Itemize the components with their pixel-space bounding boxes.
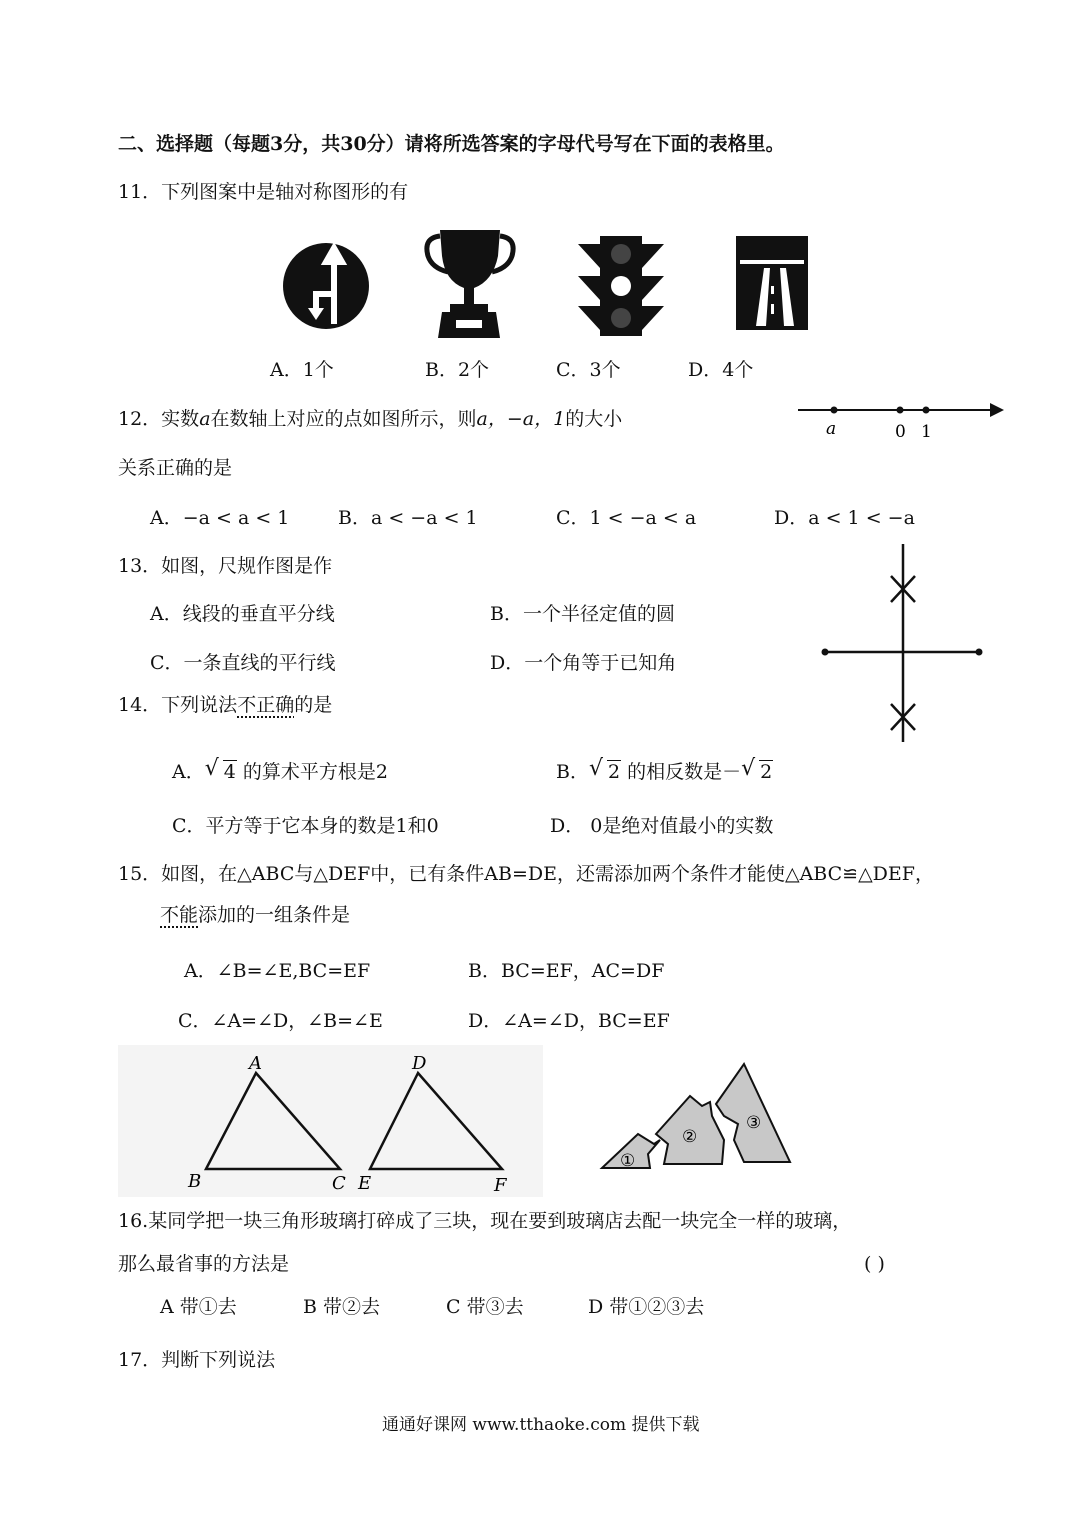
q16-option-c[interactable]: C 带③去 bbox=[446, 1296, 524, 1318]
section-title: 二、选择题（每题3分，共30分）请将所选答案的字母代号写在下面的表格里。 bbox=[118, 133, 785, 155]
q15-option-b[interactable]: B．BC=EF，AC=DF bbox=[468, 960, 665, 982]
piece-3-label: ③ bbox=[746, 1113, 762, 1133]
q14-option-a[interactable]: A．√ 4 的算术平方根是2 bbox=[172, 760, 388, 784]
label-E: E bbox=[358, 1173, 372, 1194]
label-B: B bbox=[188, 1171, 202, 1192]
q11-option-c[interactable]: C．3个 bbox=[556, 359, 621, 381]
q14-option-d[interactable]: D． 0是绝对值最小的实数 bbox=[550, 815, 774, 837]
q12-option-d[interactable]: D．a < 1 < −a bbox=[774, 507, 915, 529]
axis-label-1: 1 bbox=[921, 422, 932, 442]
q14-option-c[interactable]: C．平方等于它本身的数是1和0 bbox=[172, 815, 439, 837]
q15-emphasis: 不能 bbox=[160, 904, 199, 926]
q13-option-d[interactable]: D．一个角等于已知角 bbox=[490, 652, 677, 674]
q13-stem: 13．如图，尺规作图是作 bbox=[118, 555, 333, 577]
q15-stem: 15．如图，在△ABC与△DEF中，已有条件AB=DE，还需添加两个条件才能使△ABC≌△DEF， bbox=[118, 863, 934, 885]
q13-option-c[interactable]: C．一条直线的平行线 bbox=[150, 652, 336, 674]
axis-label-0: 0 bbox=[895, 422, 906, 442]
q12-option-c[interactable]: C．1 < −a < a bbox=[556, 507, 697, 529]
trophy-icon bbox=[427, 230, 513, 338]
turn-sign-icon bbox=[283, 243, 369, 329]
traffic-light-icon bbox=[578, 236, 664, 336]
q15-option-a[interactable]: A．∠B=∠E,BC=EF bbox=[184, 960, 371, 982]
q13-option-a[interactable]: A．线段的垂直平分线 bbox=[150, 603, 335, 625]
label-C: C bbox=[332, 1173, 346, 1194]
q16-stem: 16.某同学把一块三角形玻璃打碎成了三块，现在要到玻璃店去配一块完全一样的玻璃， bbox=[118, 1210, 852, 1232]
answer-blank[interactable]: ( ) bbox=[864, 1253, 885, 1275]
glass-pieces-figure bbox=[598, 1060, 798, 1175]
piece-2-label: ② bbox=[682, 1127, 698, 1147]
highway-sign-icon bbox=[736, 236, 808, 330]
q14-stem: 14．下列说法不正确的是 bbox=[118, 694, 333, 716]
q16-stem-line2: 那么最省事的方法是 bbox=[118, 1253, 290, 1275]
number-line bbox=[796, 396, 1008, 442]
q15-stem-line2: 不能添加的一组条件是 bbox=[160, 904, 351, 926]
triangles-figure bbox=[118, 1045, 543, 1197]
axis-label-a: a bbox=[826, 419, 837, 439]
q14-emphasis: 不正确 bbox=[237, 694, 295, 716]
q16-option-a[interactable]: A 带①去 bbox=[160, 1296, 237, 1318]
q11-option-b[interactable]: B．2个 bbox=[425, 359, 490, 381]
q15-option-c[interactable]: C．∠A=∠D，∠B=∠E bbox=[178, 1010, 383, 1032]
q15-option-d[interactable]: D．∠A=∠D，BC=EF bbox=[468, 1010, 670, 1032]
q11-option-d[interactable]: D．4个 bbox=[688, 359, 754, 381]
piece-1-label: ① bbox=[620, 1151, 636, 1171]
q12-option-a[interactable]: A．−a < a < 1 bbox=[150, 507, 290, 529]
q12-stem-line2: 关系正确的是 bbox=[118, 457, 233, 479]
q16-option-b[interactable]: B 带②去 bbox=[303, 1296, 381, 1318]
q11-stem: 11．下列图案中是轴对称图形的有 bbox=[118, 181, 409, 203]
q12-option-b[interactable]: B．a < −a < 1 bbox=[338, 507, 478, 529]
label-F: F bbox=[494, 1175, 507, 1196]
q12-stem: 12．实数a在数轴上对应的点如图所示，则a，−a，1的大小 bbox=[118, 408, 623, 430]
q13-option-b[interactable]: B．一个半径定值的圆 bbox=[490, 603, 675, 625]
q11-option-a[interactable]: A．1个 bbox=[270, 359, 334, 381]
q11-figures bbox=[278, 226, 818, 341]
footer: 通通好课网 www.tthaoke.com 提供下载 bbox=[382, 1415, 700, 1435]
label-D: D bbox=[412, 1053, 427, 1074]
label-A: A bbox=[249, 1053, 262, 1074]
construction-figure bbox=[815, 540, 995, 745]
q14-option-b[interactable]: B．√ 2 的相反数是－√ 2 bbox=[556, 760, 773, 784]
q16-option-d[interactable]: D 带①②③去 bbox=[588, 1296, 705, 1318]
q17-stem: 17．判断下列说法 bbox=[118, 1349, 276, 1371]
